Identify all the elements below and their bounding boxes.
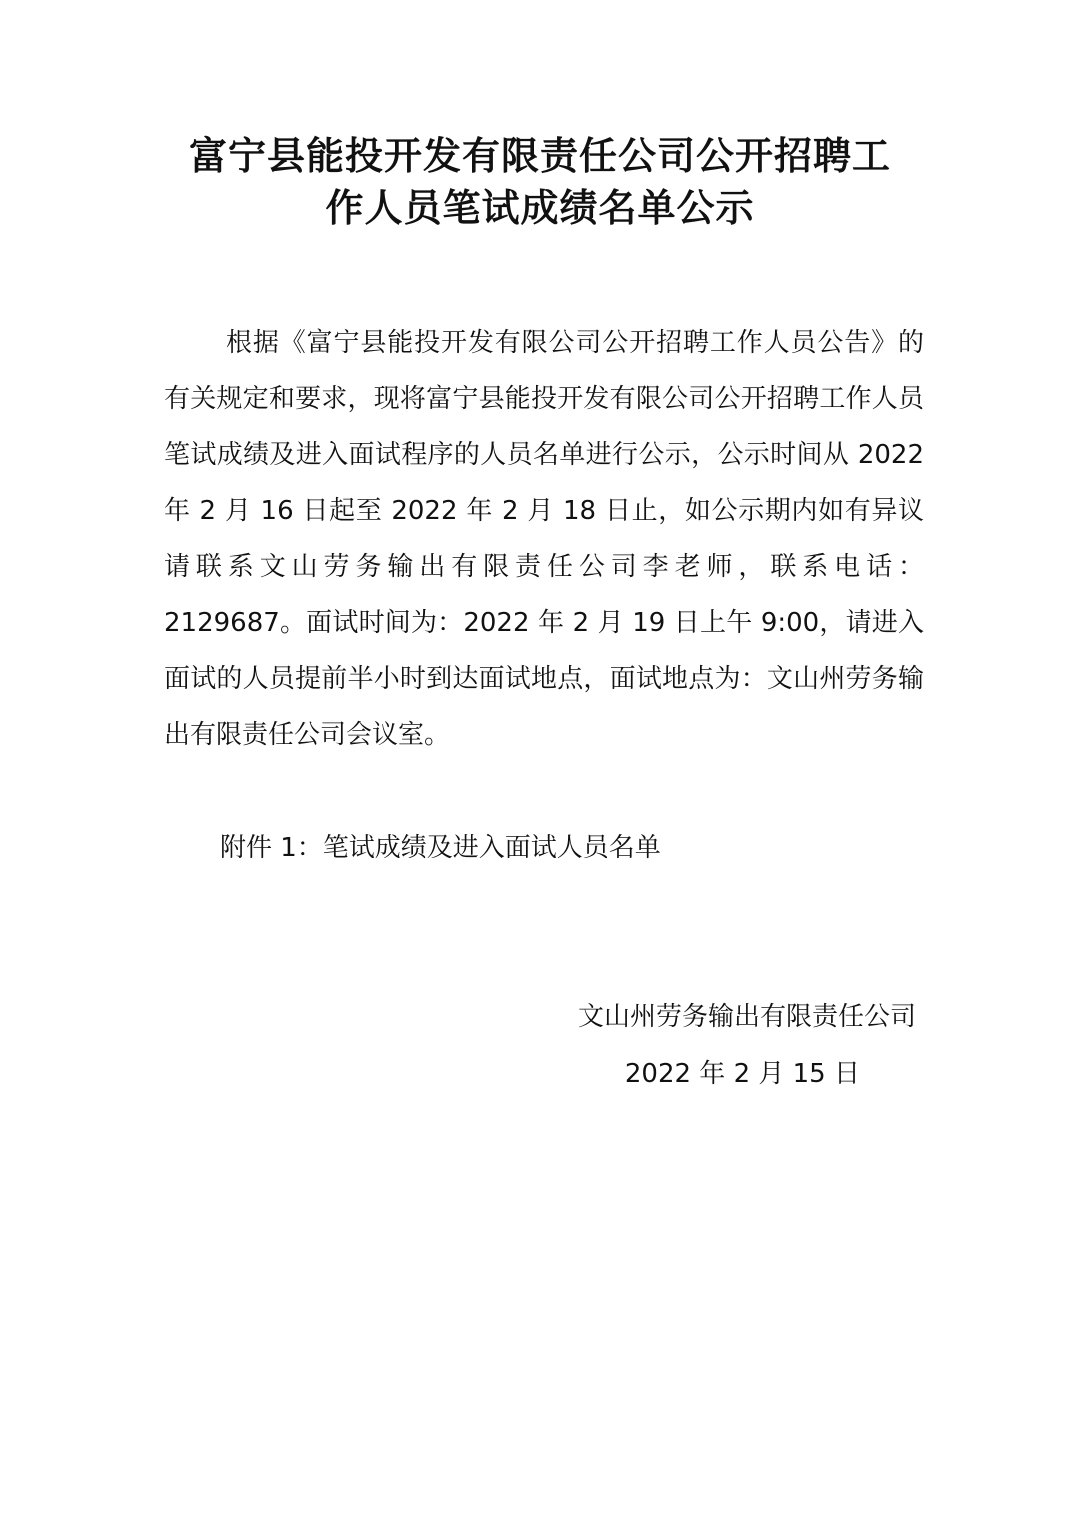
document-title-line-1: 富宁县能投开发有限责任公司公开招聘工 [188, 133, 891, 178]
signature-organization: 文山州劳务输出有限责任公司 [577, 1002, 916, 1032]
signature-date: 2022 年 2 月 15 日 [624, 1059, 860, 1089]
attachment-note: 附件 1：笔试成绩及进入面试人员名单 [220, 833, 661, 863]
document-title-line-2: 作人员笔试成绩名单公示 [325, 185, 755, 230]
announcement-body: 根据《富宁县能投开发有限公司公开招聘工作人员公告》的有关规定和要求，现将富宁县能投开发有限公司公开招聘工作人员笔试成绩及进入面试程序的人员名单进行公示，公示时间从 2022 年 2 月 16 日起至 2022 年 2 月 18 日止，如公示期内如有异议请联系文山劳务输出有限责任公司李老师，联系电话：2129687。面试时间为：2022 年 2 月 19 日上午 9:00，请进入面试的人员提前半小时到达面试地点，面试地点为：文山州劳务输出有限责任公司会议室。 [164, 328, 924, 750]
